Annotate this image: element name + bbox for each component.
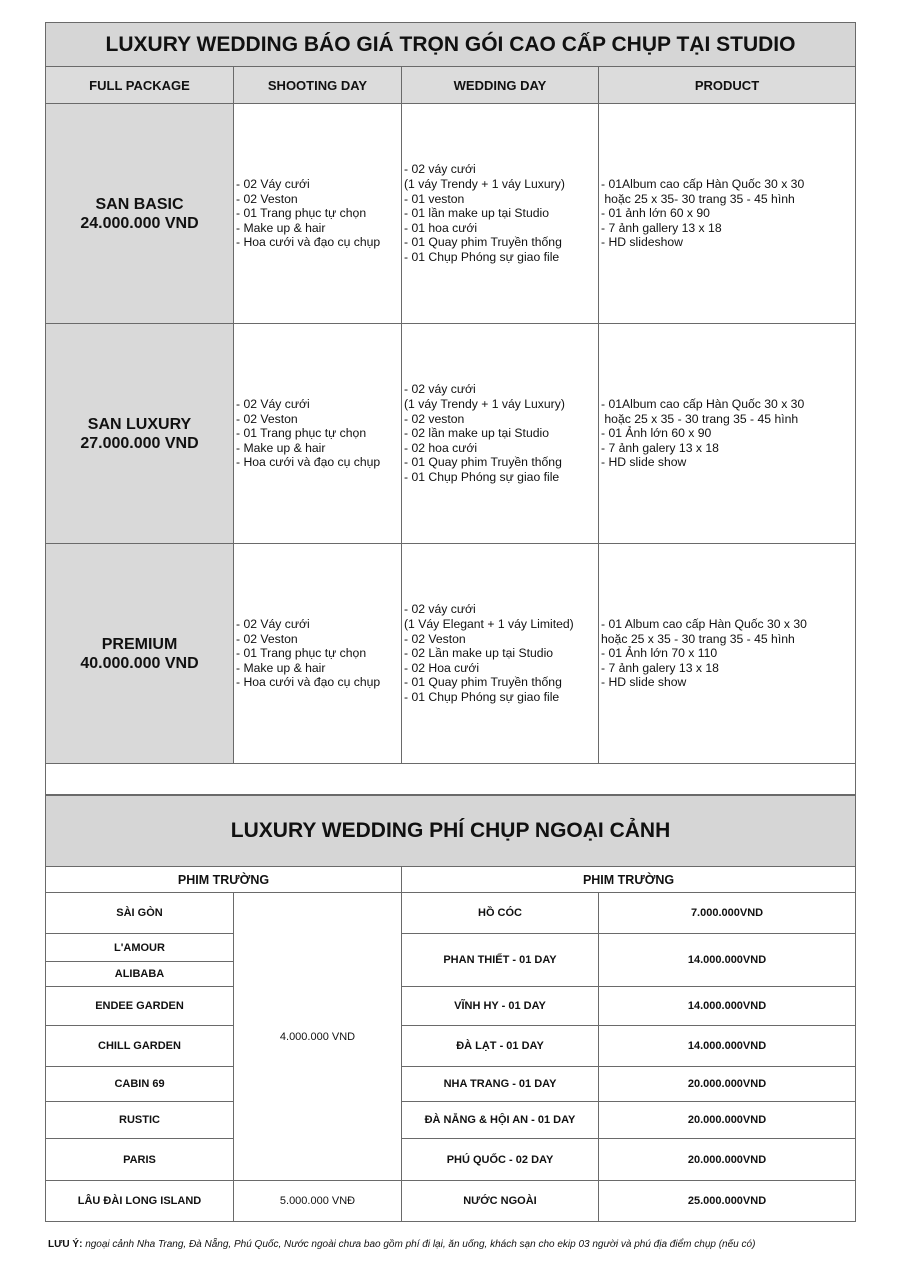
package-row: [46, 324, 856, 544]
package-name: SAN LUXURY: [87, 415, 192, 433]
list-item: - 01 ảnh lớn 60 x 90: [601, 206, 710, 221]
location-price: 14.000.000VND: [599, 987, 856, 1026]
location-name: HỒ CÓC: [402, 893, 599, 934]
package-name: SAN BASIC: [95, 195, 184, 213]
list-item: - HD slide show: [601, 675, 687, 690]
product-list: [599, 544, 856, 764]
list-item: - 01 lần make up tại Studio: [404, 206, 549, 221]
list-item: - Hoa cưới và đạo cụ chụp: [236, 235, 381, 250]
list-item: - 01 Album cao cấp Hàn Quốc 30 x 30: [601, 617, 807, 632]
list-item: - 02 Veston: [236, 411, 298, 426]
list-item: - 02 Váy cưới: [236, 397, 310, 412]
list-item: hoặc 25 x 35 - 30 trang 35 - 45 hình: [601, 411, 799, 426]
list-item: - 01 Ảnh lớn 70 x 110: [601, 646, 718, 661]
package-price: 40.000.000 VND: [80, 654, 199, 672]
location-price: 14.000.000VND: [599, 934, 856, 987]
location-name: CABIN 69: [46, 1067, 234, 1102]
wedding-day-list: [402, 104, 599, 324]
spacer-row: [46, 764, 856, 795]
location-price: 5.000.000 VNĐ: [234, 1181, 402, 1222]
list-item: - 01 Trang phục tự chọn: [236, 426, 367, 441]
shooting-day-list: [234, 324, 402, 544]
package-price: 24.000.000 VND: [80, 214, 199, 232]
location-name: ĐÀ NẴNG & HỘI AN - 01 DAY: [402, 1102, 599, 1139]
list-item: - Make up & hair: [236, 440, 326, 455]
list-item: - 02 veston: [404, 411, 465, 426]
list-item: - 02 váy cưới: [404, 602, 476, 617]
list-item: - 01 Trang phục tự chọn: [236, 206, 367, 221]
left-header: PHIM TRƯỜNG: [46, 867, 402, 893]
package-price: 27.000.000 VND: [80, 434, 199, 452]
list-item: - 01 veston: [404, 191, 465, 206]
outdoor-table: [45, 795, 856, 1222]
outdoor-title: LUXURY WEDDING PHÍ CHỤP NGOẠI CẢNH: [46, 796, 856, 867]
product-list: [599, 104, 856, 324]
list-item: - Hoa cưới và đạo cụ chụp: [236, 675, 381, 690]
group-price: 4.000.000 VND: [234, 893, 402, 1181]
wedding-day-list: [402, 544, 599, 764]
list-item: - 7 ảnh gallery 13 x 18: [601, 220, 722, 235]
list-item: - 01 hoa cưới: [404, 220, 478, 235]
list-item: - 01Album cao cấp Hàn Quốc 30 x 30: [601, 397, 805, 412]
list-item: - 02 Váy cưới: [236, 617, 310, 632]
list-item: - 02 hoa cưới: [404, 440, 478, 455]
list-item: - 02 Váy cưới: [236, 177, 310, 192]
list-item: - 01 Quay phim Truyền thống: [404, 675, 562, 690]
list-item: hoặc 25 x 35- 30 trang 35 - 45 hình: [601, 191, 795, 206]
list-item: - 01 Chụp Phóng sự giao file: [404, 469, 560, 484]
list-item: - 02 Lần make up tại Studio: [404, 646, 554, 661]
list-item: - 02 Veston: [236, 191, 298, 206]
wedding-day-list: [402, 324, 599, 544]
footnote: [48, 1239, 755, 1250]
header-wedding-day: WEDDING DAY: [402, 67, 599, 104]
studio-table: [45, 22, 856, 795]
location-price: 20.000.000VND: [599, 1102, 856, 1139]
location-name: NHA TRANG - 01 DAY: [402, 1067, 599, 1102]
location-name: CHILL GARDEN: [46, 1026, 234, 1067]
list-item: (1 váy Trendy + 1 váy Luxury): [404, 177, 565, 192]
list-item: - 7 ảnh galery 13 x 18: [601, 440, 719, 455]
list-item: - 02 Hoa cưới: [404, 660, 480, 675]
list-item: (1 Váy Elegant + 1 váy Limited): [404, 617, 574, 632]
list-item: - 02 lần make up tại Studio: [404, 426, 549, 441]
location-name: PHÚ QUỐC - 02 DAY: [402, 1139, 599, 1181]
location-price: 20.000.000VND: [599, 1139, 856, 1181]
list-item: - HD slideshow: [601, 235, 683, 250]
list-item: - 7 ảnh galery 13 x 18: [601, 660, 719, 675]
list-item: - Make up & hair: [236, 220, 326, 235]
location-name: L'AMOUR: [46, 934, 234, 962]
list-item: - 01 Ảnh lớn 60 x 90: [601, 426, 712, 441]
list-item: - 01 Quay phim Truyền thống: [404, 455, 562, 470]
package-name-cell: [46, 544, 234, 764]
header-product: PRODUCT: [599, 67, 856, 104]
list-item: - 01 Chụp Phóng sự giao file: [404, 249, 560, 264]
list-item: - 01 Quay phim Truyền thống: [404, 235, 562, 250]
location-name: RUSTIC: [46, 1102, 234, 1139]
package-name: PREMIUM: [101, 635, 178, 653]
location-price: 14.000.000VND: [599, 1026, 856, 1067]
location-price: 20.000.000VND: [599, 1067, 856, 1102]
header-shooting-day: SHOOTING DAY: [234, 67, 402, 104]
footnote-text: ngoại cảnh Nha Trang, Đà Nẵng, Phú Quốc, Nước ngoài chưa bao gồm phí đi lại, ăn uống, khách sạn cho ekip 03 người và phú địa điểm chụp (nếu có): [85, 1239, 756, 1250]
shooting-day-list: [234, 544, 402, 764]
price-sheet: [45, 22, 855, 1222]
location-price: 25.000.000VND: [599, 1181, 856, 1222]
location-name: PHAN THIẾT - 01 DAY: [402, 934, 599, 987]
list-item: - Make up & hair: [236, 660, 326, 675]
package-name-cell: [46, 324, 234, 544]
studio-title: LUXURY WEDDING BÁO GIÁ TRỌN GÓI CAO CẤP CHỤP TẠI STUDIO: [46, 23, 856, 67]
package-name-cell: [46, 104, 234, 324]
shooting-day-list: [234, 104, 402, 324]
list-item: - 02 váy cưới: [404, 382, 476, 397]
list-item: - 01 Chụp Phóng sự giao file: [404, 689, 560, 704]
header-full-package: FULL PACKAGE: [46, 67, 234, 104]
list-item: - 02 Veston: [236, 631, 298, 646]
location-name: ENDEE GARDEN: [46, 987, 234, 1026]
location-name: ĐÀ LẠT - 01 DAY: [402, 1026, 599, 1067]
package-row: [46, 104, 856, 324]
location-name: NƯỚC NGOÀI: [402, 1181, 599, 1222]
list-item: - 01Album cao cấp Hàn Quốc 30 x 30: [601, 177, 805, 192]
list-item: - 02 váy cưới: [404, 162, 476, 177]
list-item: - 01 Trang phục tự chọn: [236, 646, 367, 661]
list-item: - Hoa cưới và đạo cụ chụp: [236, 455, 381, 470]
list-item: hoặc 25 x 35 - 30 trang 35 - 45 hình: [601, 631, 795, 646]
location-name: VĨNH HY - 01 DAY: [402, 987, 599, 1026]
location-name: PARIS: [46, 1139, 234, 1181]
list-item: - HD slide show: [601, 455, 687, 470]
list-item: - 02 Veston: [404, 631, 466, 646]
product-list: [599, 324, 856, 544]
location-name: ALIBABA: [46, 962, 234, 987]
location-price: 7.000.000VND: [599, 893, 856, 934]
footnote-label: LƯU Ý:: [48, 1239, 83, 1250]
list-item: (1 váy Trendy + 1 váy Luxury): [404, 397, 565, 412]
right-header: PHIM TRƯỜNG: [402, 867, 856, 893]
location-name: LÂU ĐÀI LONG ISLAND: [46, 1181, 234, 1222]
location-name: SÀI GÒN: [46, 893, 234, 934]
package-row: [46, 544, 856, 764]
